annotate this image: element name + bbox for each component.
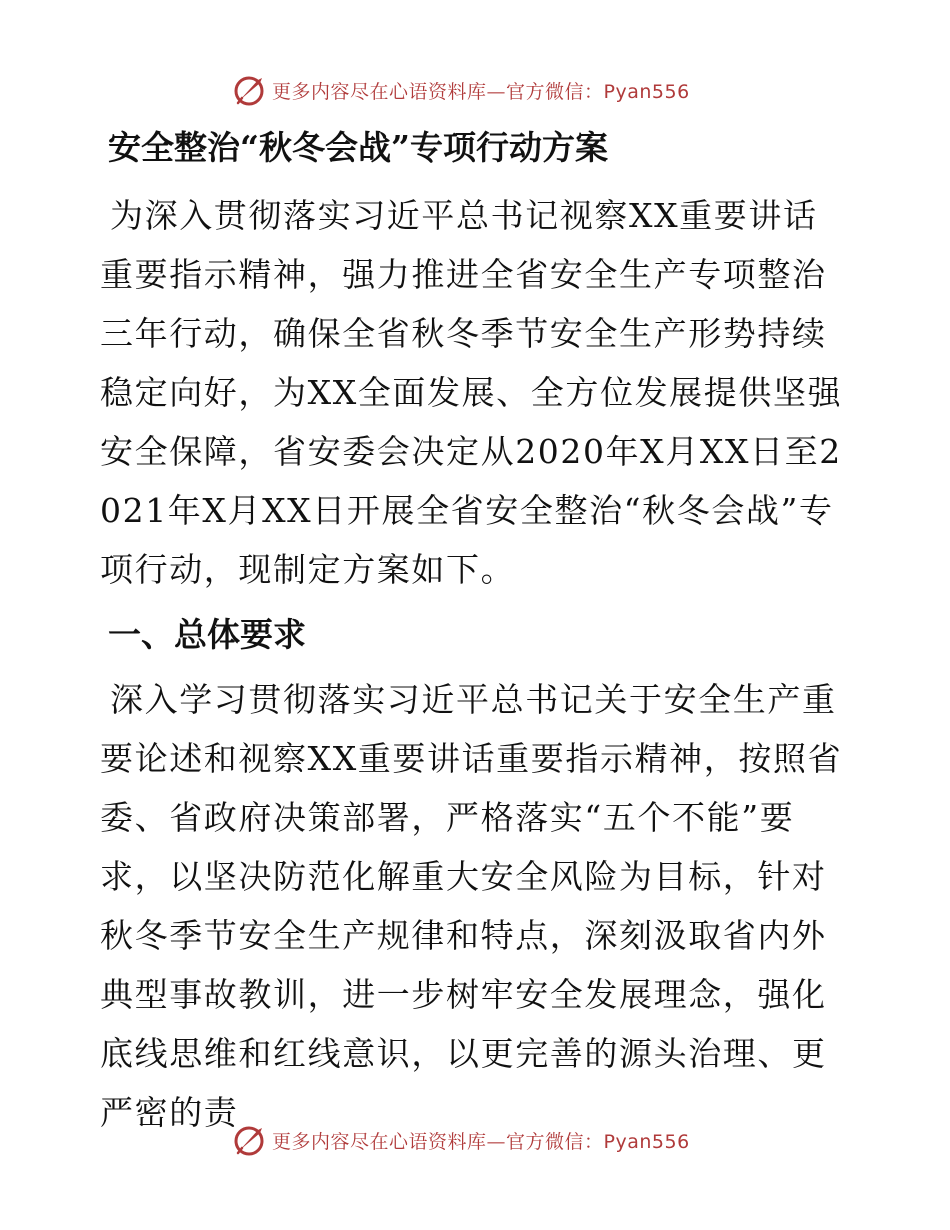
quill-in-circle-icon [232, 72, 268, 108]
watermark-banner-bottom [232, 1120, 690, 1160]
quill-in-circle-icon [232, 1122, 268, 1158]
document-title: 安全整治“秋冬会战”专项行动方案 [108, 128, 608, 167]
section-heading: 一、总体要求 [108, 615, 306, 654]
document-body [100, 120, 852, 1142]
intro-paragraph: 为深入贯彻落实习近平总书记视察XX重要讲话重要指示精神，强力推进全省安全生产专项整治三年行动，确保全省秋冬季节安全生产形势持续稳定向好，为XX全面发展、全方位发展提供坚强安全保障，省安委会决定从2020年X月XX日至2021年X月XX日开展全省安全整治“秋冬会战”专项行动，现制定方案如下。 [100, 196, 843, 589]
watermark-text: 更多内容尽在心语资料库—官方微信：Pyan556 [272, 1130, 690, 1153]
watermark-text: 更多内容尽在心语资料库—官方微信：Pyan556 [272, 80, 690, 103]
watermark-banner-top [232, 70, 690, 110]
section-paragraph: 深入学习贯彻落实习近平总书记关于安全生产重要论述和视察XX重要讲话重要指示精神，按照省委、省政府决策部署，严格落实“五个不能”要求，以坚决防范化解重大安全风险为目标，针对秋冬季节安全生产规律和特点，深刻汲取省内外典型事故教训，进一步树牢安全发展理念，强化底线思维和红线意识，以更完善的源头治理、更严密的责 [100, 680, 843, 1132]
